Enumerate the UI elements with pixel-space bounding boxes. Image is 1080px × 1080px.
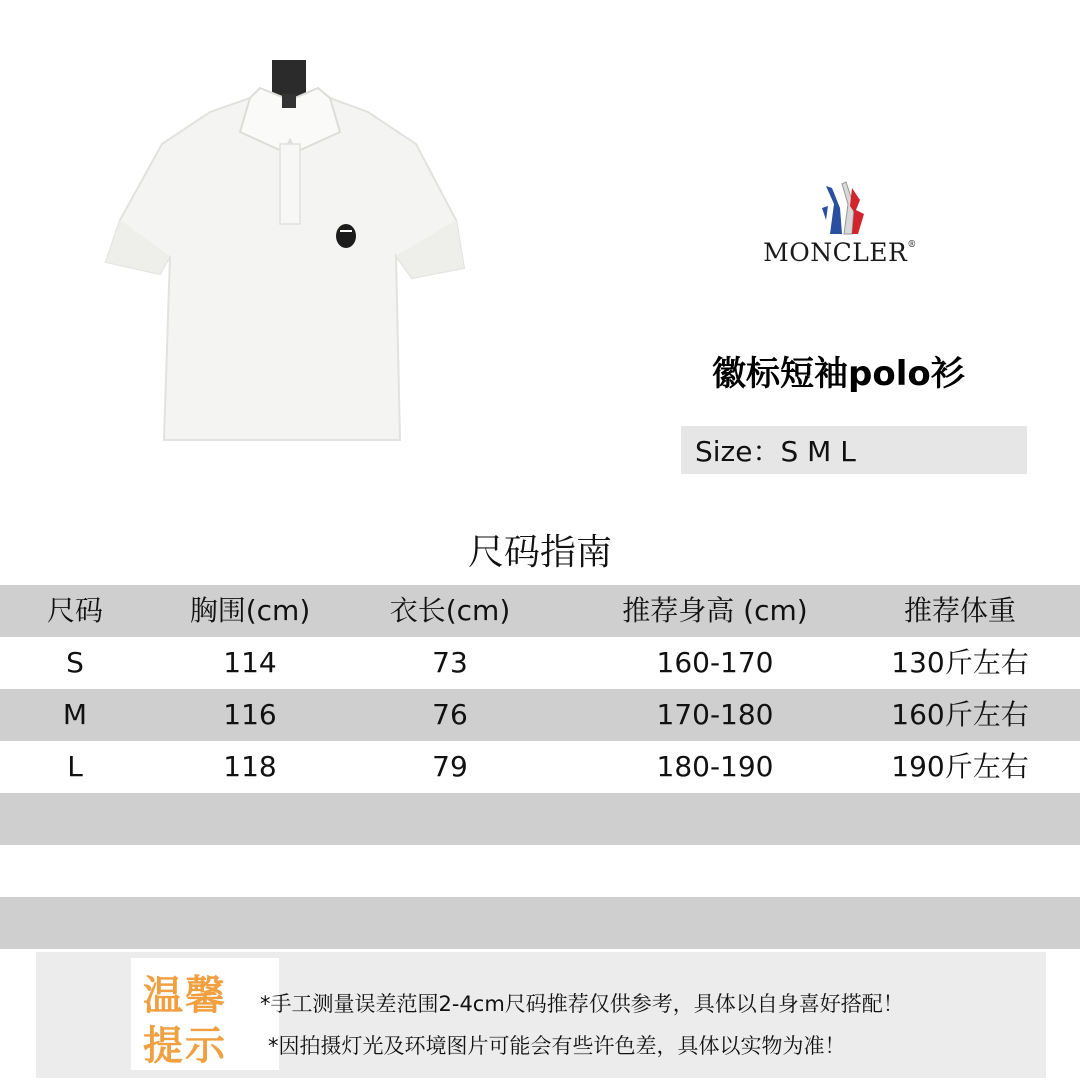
notice-note-color: *因拍摄灯光及环境图片可能会有些许色差，具体以实物为准！	[268, 1034, 846, 1058]
size-guide-table	[0, 585, 1080, 949]
cell-size: M	[62, 698, 88, 731]
cell-height: 180-190	[656, 750, 774, 783]
table-empty-row	[0, 897, 1080, 949]
cell-length: 76	[432, 698, 468, 731]
notice-badge	[131, 958, 279, 1070]
cell-height: 160-170	[656, 646, 774, 679]
size-options-label: Size：S M L	[695, 435, 856, 468]
size-guide-title: 尺码指南	[467, 532, 612, 573]
header-size: 尺码	[46, 594, 103, 627]
table-header-row	[0, 585, 1080, 637]
table-row	[0, 741, 1080, 793]
table-empty-row	[0, 845, 1080, 897]
cell-chest: 118	[223, 750, 277, 783]
moncler-rooster-logo-icon	[812, 178, 874, 236]
notice-note-measurement: *手工测量误差范围2-4cm尺码推荐仅供参考，具体以自身喜好搭配！	[260, 992, 904, 1016]
cell-size: S	[66, 646, 84, 679]
notice-badge-line2: 提示	[143, 1023, 227, 1069]
cell-length: 73	[432, 646, 468, 679]
header-height: 推荐身高 (cm)	[622, 594, 808, 627]
cell-weight: 190斤左右	[891, 750, 1029, 783]
cell-weight: 160斤左右	[891, 698, 1029, 731]
size-options-box	[681, 426, 1027, 474]
table-row	[0, 689, 1080, 741]
header-chest: 胸围(cm)	[189, 594, 311, 627]
notice-panel	[36, 952, 1046, 1078]
table-row	[0, 637, 1080, 689]
product-title: 徽标短袖polo衫	[712, 354, 965, 394]
cell-length: 79	[432, 750, 468, 783]
brand-name: MONCLER®	[763, 238, 917, 267]
cell-height: 170-180	[656, 698, 774, 731]
product-image	[100, 60, 480, 460]
cell-chest: 114	[223, 646, 277, 679]
header-weight: 推荐体重	[903, 594, 1016, 627]
cell-weight: 130斤左右	[891, 646, 1029, 679]
notice-badge-line1: 温馨	[143, 973, 227, 1019]
cell-chest: 116	[223, 698, 277, 731]
table-empty-row	[0, 793, 1080, 845]
cell-size: L	[67, 750, 83, 783]
header-length: 衣长(cm)	[389, 594, 511, 627]
white-polo-shirt-icon	[100, 60, 480, 460]
